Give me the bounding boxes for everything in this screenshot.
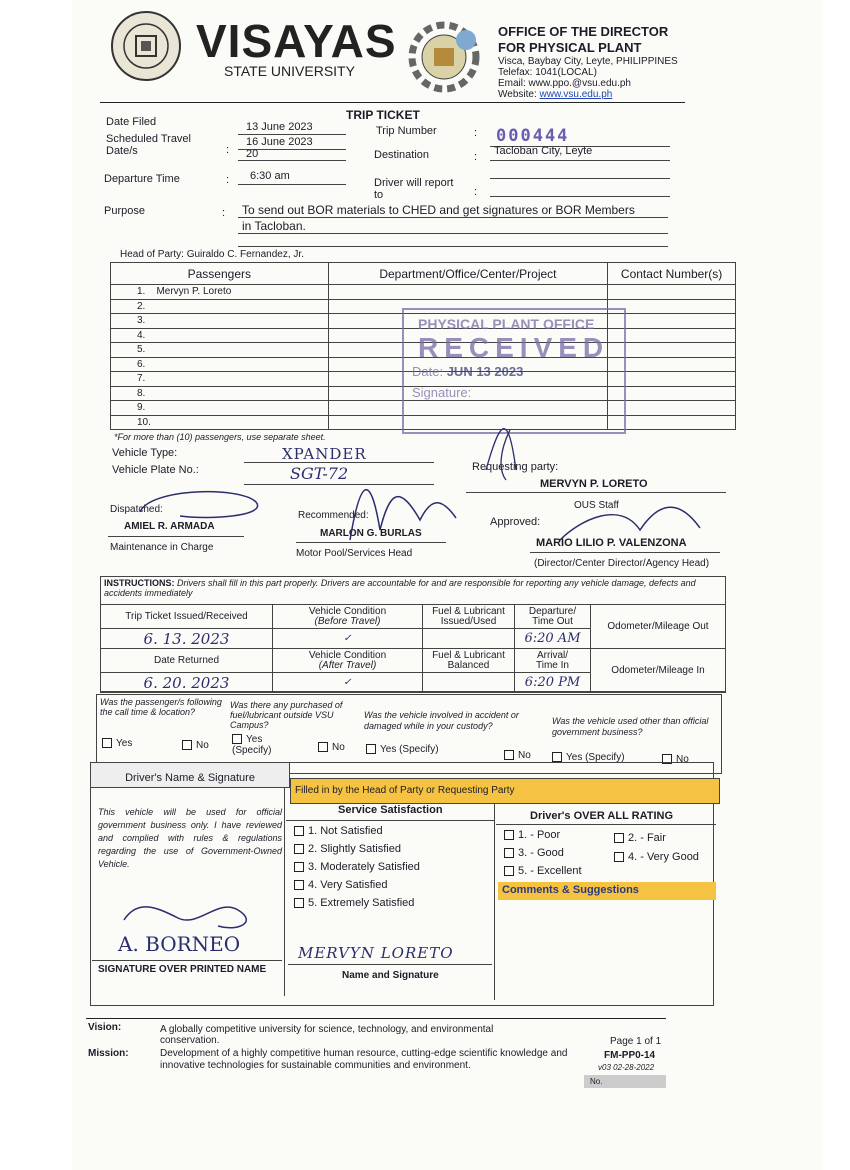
rating-2-label: 2. - Fair (628, 832, 666, 844)
departure-label: Departure Time (104, 173, 180, 185)
q3-yes-label: Yes (Specify) (380, 744, 439, 755)
q2-no-label: No (332, 742, 345, 753)
contact-header: Contact Number(s) (608, 263, 736, 285)
passengers-note: *For more than (10) passengers, use separate sheet. (114, 432, 326, 442)
instructions-body: Drivers shall fill in this part properly. Drivers are accountable for and are responsible for reporting any vehicle damage, defects and accidents immediately (104, 578, 696, 598)
destination-value: Tacloban City, Leyte (494, 145, 593, 157)
dep-label (515, 605, 591, 629)
rating-1[interactable] (504, 829, 560, 841)
cond-after (273, 649, 423, 673)
passenger-name: 1. Mervyn P. Loreto (111, 285, 329, 300)
driver-sig-name: A. BORNEO (118, 932, 241, 956)
driver-report-label-2: to (374, 189, 384, 201)
approved-name: MARIO LILIO P. VALENZONA (536, 537, 687, 549)
q1-yes[interactable] (102, 738, 132, 749)
satisfaction-option[interactable] (294, 840, 420, 858)
q4-text: Was the vehicle used other than official government business? (552, 716, 709, 737)
arr-label-1: Arrival/ (536, 649, 569, 661)
rating-5-box[interactable] (504, 866, 514, 876)
rating-title: Driver's OVER ALL RATING (530, 810, 673, 822)
returned-label: Date Returned (101, 649, 273, 673)
driver-sig-line (92, 960, 282, 961)
driver-header-cell (90, 762, 290, 788)
passenger-name: 2. (111, 299, 329, 314)
rating-4-box[interactable] (614, 852, 624, 862)
cond-after-1: Vehicle Condition (308, 649, 387, 661)
q4-no-label: No (676, 754, 689, 765)
departure-value: 6:30 am (250, 170, 290, 182)
q1-no-box[interactable] (182, 740, 192, 750)
passengers-header: Passengers (111, 263, 329, 285)
satisfaction-title-line (286, 820, 494, 821)
destination-label: Destination (374, 149, 430, 161)
office-email: Email: www.ppo.@vsu.edu.ph (498, 78, 631, 89)
driver-sig-caption: SIGNATURE OVER PRINTED NAME (98, 964, 267, 975)
satisfaction-sig-name: MERVYN LORETO (298, 944, 454, 962)
website-label: Website: (498, 89, 540, 100)
q4-yes-box[interactable] (552, 752, 562, 762)
instructions-text (104, 578, 724, 598)
satisfaction-caption: Name and Signature (342, 970, 439, 981)
q3-no-box[interactable] (504, 750, 514, 760)
satisfaction-label: 5. Extremely Satisfied (308, 897, 415, 909)
q2-no-box[interactable] (318, 742, 328, 752)
vehicle-type-value: XPANDER (282, 445, 367, 463)
odo-out: Odometer/Mileage Out (591, 605, 726, 649)
dispatched-name: AMIEL R. ARMADA (124, 521, 215, 532)
fuel-bal-2: Balanced (447, 659, 490, 671)
page-number: Page 1 of 1 (610, 1036, 662, 1047)
dep-label-1: Departure/ (528, 605, 577, 617)
issued-value: 6. 13. 2023 (101, 629, 273, 649)
stamp-office: PHYSICAL PLANT OFFICE (418, 316, 595, 332)
satisfaction-label: 4. Very Satisfied (308, 879, 388, 891)
satisfaction-checkbox[interactable] (294, 826, 304, 836)
sched-colon: : (226, 144, 230, 156)
satisfaction-label: 1. Not Satisfied (308, 825, 383, 837)
q1-no[interactable] (182, 740, 209, 751)
driver-signature (118, 898, 268, 938)
recommended-role: Motor Pool/Services Head (296, 548, 413, 559)
q2-yes-box[interactable] (232, 734, 242, 744)
passenger-name: 7. (111, 372, 329, 387)
form-version: v03 02-28-2022 (598, 1063, 655, 1072)
dispatched-role: Maintenance in Charge (110, 542, 214, 553)
q3-yes-box[interactable] (366, 744, 376, 754)
stamp-received: RECEIVED (418, 332, 610, 363)
satisfaction-label: 2. Slightly Satisfied (308, 843, 401, 855)
fuel-issued-2: Issued/Used (440, 615, 497, 627)
requesting-office: OUS Staff (574, 500, 619, 511)
rating-4[interactable] (614, 851, 699, 863)
rating-1-label: 1. - Poor (518, 829, 561, 841)
satisfaction-checkbox[interactable] (294, 862, 304, 872)
rating-1-box[interactable] (504, 830, 514, 840)
university-sub: STATE UNIVERSITY (224, 63, 355, 79)
footer-rule (86, 1018, 666, 1019)
destination-colon: : (474, 151, 478, 163)
trip-number-colon: : (474, 127, 478, 139)
driver-report-label-1: Driver will report (374, 177, 454, 189)
q3-no-label: No (518, 750, 531, 761)
cond-before-2: (Before Travel) (314, 615, 381, 627)
col-divider-1 (284, 788, 285, 996)
filled-by-banner: Filled in by the Head of Party or Requesting Party (290, 778, 720, 804)
q2-no[interactable] (318, 742, 345, 753)
passenger-name: 9. (111, 401, 329, 416)
approved-label: Approved: (490, 516, 541, 528)
driver-header: Driver's Name & Signature (125, 772, 255, 784)
stamp-date-label: Date: (412, 364, 444, 379)
sched-label-2: Date/s (106, 145, 138, 157)
satisfaction-label: 3. Moderately Satisfied (308, 861, 420, 873)
approved-role: (Director/Center Director/Agency Head) (534, 558, 710, 569)
cond-before (273, 605, 423, 629)
passenger-name: 6. (111, 357, 329, 372)
vision-label: Vision: (88, 1022, 122, 1033)
purpose-label: Purpose (104, 205, 145, 217)
sched-value-1: 16 June 2023 (246, 136, 313, 148)
rating-4-label: 4. - Very Good (628, 851, 699, 863)
satisfaction-option[interactable] (294, 894, 420, 912)
col-divider-2 (494, 804, 495, 1000)
issued-label: Trip Ticket Issued/Received (101, 605, 273, 629)
dep-label-2: Time Out (532, 615, 573, 627)
departure-colon: : (226, 174, 230, 186)
odo-in: Odometer/Mileage In (591, 649, 726, 693)
vision-text: A globally competitive university for science, technology, and environmental conservation. (160, 1024, 494, 1046)
q1-no-label: No (196, 740, 209, 751)
rating-3-box[interactable] (504, 848, 514, 858)
q1-yes-label: Yes (116, 738, 133, 749)
fuel-bal-1: Fuel & Lubricant (432, 649, 505, 661)
dispatched-label: Dispatched: (110, 504, 163, 515)
date-filed-value: 13 June 2023 (246, 121, 313, 133)
sched-label-1: Scheduled Travel (106, 133, 191, 145)
requesting-name: MERVYN P. LORETO (540, 478, 648, 490)
requesting-label: Requesting party: (472, 461, 559, 473)
head-of-party: Head of Party: Guiraldo C. Fernandez, Jr. (120, 249, 304, 260)
purpose-colon: : (222, 207, 226, 219)
cond-before-1: Vehicle Condition (308, 605, 387, 617)
mission-text: Development of a highly competitive human resource, cutting-edge scientific knowledge and innovative technologies for sustainable communities and environment. (160, 1048, 568, 1071)
q3-yes[interactable] (366, 744, 439, 755)
website-link[interactable]: www.vsu.edu.ph (539, 89, 613, 100)
purpose-line-2: in Tacloban. (242, 219, 306, 233)
returned-value: 6. 20. 2023 (101, 673, 273, 693)
university-name: VISAYAS (196, 15, 397, 67)
stamp-date-value: JUN 13 2023 (446, 364, 524, 379)
comments-banner: Comments & Suggestions (498, 882, 716, 900)
q4-yes-label: Yes (Specify) (566, 752, 625, 763)
office-telefax: Telefax: 1041(LOCAL) (498, 67, 597, 78)
q1-text: Was the passenger/s following the call time & location? (100, 697, 222, 717)
cond-before-check: ✓ (273, 629, 423, 649)
fuel-issued-1: Fuel & Lubricant (432, 605, 505, 617)
rating-5[interactable] (504, 865, 582, 877)
vehicle-plate-value: SGT-72 (290, 464, 349, 483)
cond-after-check: ✓ (273, 673, 423, 693)
fuel-issued (423, 605, 515, 629)
passenger-name: 5. (111, 343, 329, 358)
recommended-label: Recommended: (298, 510, 369, 521)
form-number: FM-PP0-14 (604, 1050, 656, 1061)
passenger-name: 10. (111, 415, 329, 430)
fuel-issued-value (423, 629, 515, 649)
purpose-line-1: To send out BOR materials to CHED and get signatures or BOR Members (242, 203, 635, 217)
vehicle-plate-label: Vehicle Plate No.: (112, 464, 199, 476)
rating-2-box[interactable] (614, 833, 624, 843)
cond-after-2: (After Travel) (318, 659, 377, 671)
stamp-signature: Signature: (412, 385, 472, 400)
satisfaction-checkbox[interactable] (294, 880, 304, 890)
q2-text: Was there any purchased of fuel/lubricant outside VSU Campus? (230, 700, 343, 730)
mission-label: Mission: (88, 1048, 129, 1059)
q3-no[interactable] (504, 750, 531, 761)
rating-title-line (496, 824, 716, 825)
q2-yes[interactable] (232, 734, 271, 756)
satisfaction-title: Service Satisfaction (338, 804, 443, 816)
date-filed-label: Date Filed (106, 116, 157, 128)
recommended-name: MARLON G. BURLAS (320, 528, 422, 539)
trip-number-label: Trip Number (376, 125, 437, 137)
dep-time: 6:20 AM (515, 629, 591, 649)
trip-log-table (100, 604, 726, 693)
satisfaction-sig-line (288, 964, 492, 965)
office-address: Visca, Baybay City, Leyte, PHILIPPINES (498, 56, 678, 67)
form-no: No. (584, 1075, 666, 1088)
rating-3-label: 3. - Good (518, 847, 564, 859)
passenger-name: 4. (111, 328, 329, 343)
rating-5-label: 5. - Excellent (518, 865, 582, 877)
trip-ticket-title: TRIP TICKET (346, 108, 420, 122)
q3-text: Was the vehicle involved in accident or damaged while in your custody? (364, 710, 519, 731)
office-title-1: OFFICE OF THE DIRECTOR (498, 24, 669, 39)
driver-statement: This vehicle will be used for official government business only. I have reviewed and complied with rules & regulations regarding the use of Government-Owned Vehicle. (98, 807, 282, 869)
fuel-bal-value (423, 673, 515, 693)
department-header: Department/Office/Center/Project (328, 263, 608, 285)
rating-3[interactable] (504, 847, 564, 859)
arr-time: 6:20 PM (515, 673, 591, 693)
passenger-name: 3. (111, 314, 329, 329)
arr-label (515, 649, 591, 673)
trip-number-value: 000444 (496, 126, 570, 146)
satisfaction-option[interactable] (294, 876, 420, 894)
rating-2[interactable] (614, 832, 666, 844)
satisfaction-option[interactable] (294, 858, 420, 876)
instructions-bold: INSTRUCTIONS: (104, 578, 175, 588)
sched-value-2: 20 (246, 148, 259, 160)
vehicle-type-label: Vehicle Type: (112, 447, 178, 459)
driver-report-colon: : (474, 186, 478, 198)
satisfaction-checkbox[interactable] (294, 898, 304, 908)
office-title-2: FOR PHYSICAL PLANT (498, 40, 642, 55)
arr-label-2: Time In (536, 659, 569, 671)
q1-yes-box[interactable] (102, 738, 112, 748)
q2-yes-label: Yes (Specify) (232, 734, 272, 756)
satisfaction-option[interactable] (294, 822, 420, 840)
fuel-bal (423, 649, 515, 673)
passenger-name: 8. (111, 386, 329, 401)
satisfaction-list (294, 822, 420, 912)
satisfaction-checkbox[interactable] (294, 844, 304, 854)
